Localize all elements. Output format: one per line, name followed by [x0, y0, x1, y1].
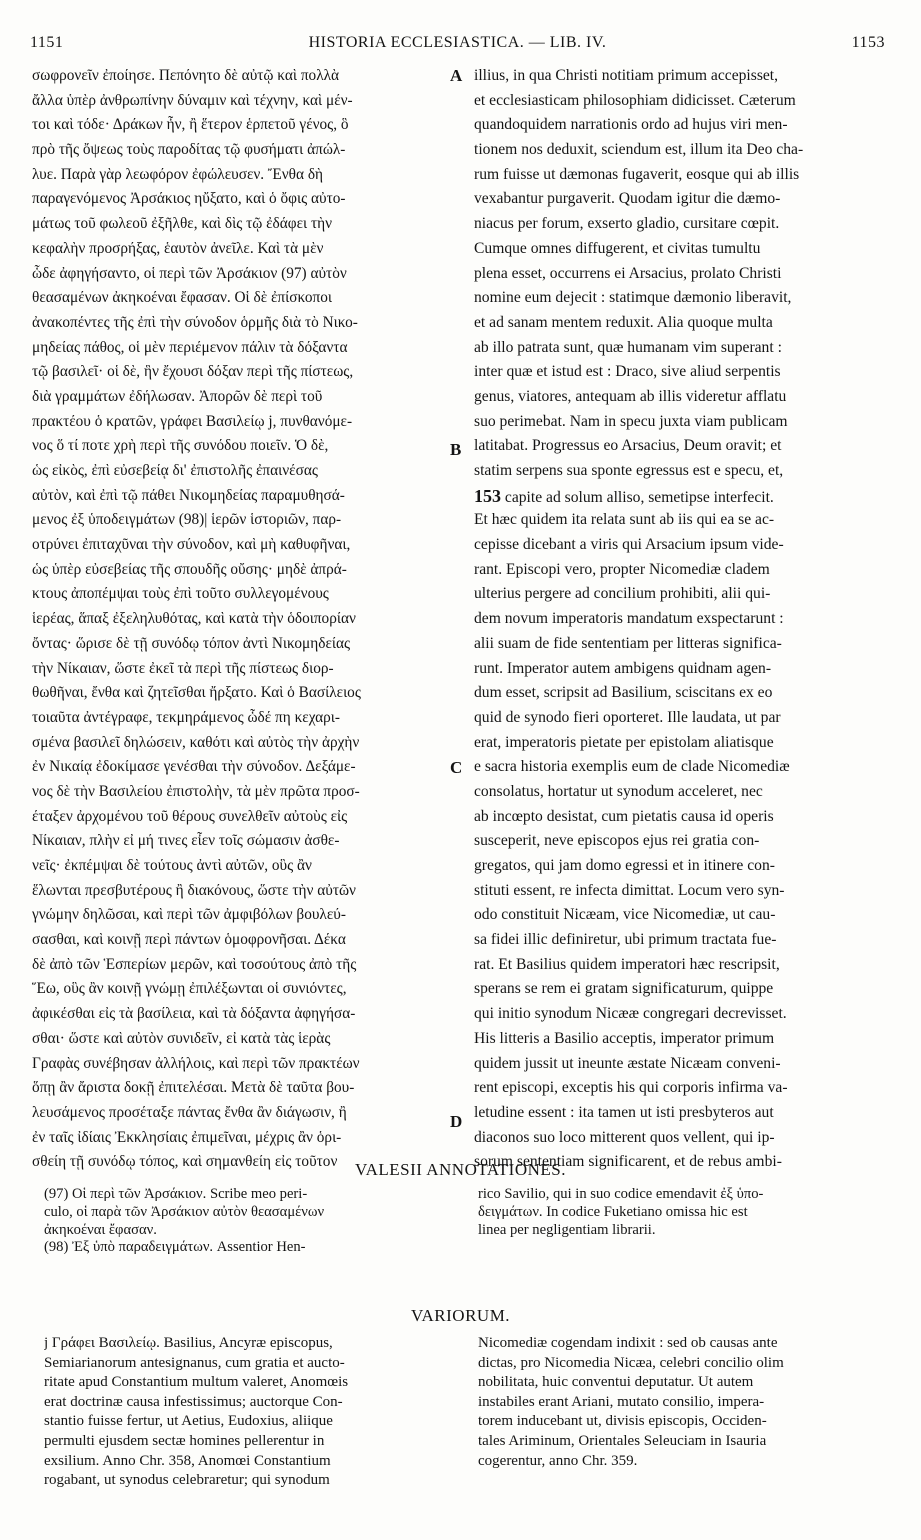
variorum-note-line: ritate apud Constantium multum valeret, Anomœis — [44, 1374, 349, 1391]
margin-marker-d: D — [450, 1112, 463, 1131]
greek-text-line: κεφαλὴν προσρήξας, ἑαυτὸν ἀνεῖλε. Καὶ τὰ μὲν — [32, 239, 324, 257]
valesii-note-line: (98) Ἐξ ὑπὸ παραδειγμάτων. Assentior Hen- — [44, 1239, 306, 1256]
latin-text-line: susceperit, neve episcopos ejus rei gratia con- — [474, 832, 760, 850]
greek-text-line: νος δὲ τὴν Βασιλείου ἐπιστολὴν, τὰ μὲν πρῶτα προσ- — [32, 782, 360, 800]
latin-text-line: consolatus, hortatur ut synodum acceleret, nec — [474, 782, 763, 800]
latin-text-line: ulterius pergere ad concilium prohibiti, alii qui- — [474, 585, 771, 603]
variorum-note-line: exsilium. Anno Chr. 358, Anomœi Constantium — [44, 1452, 331, 1469]
variorum-note-line: rogabant, ut synodus celebraretur; qui synodum — [44, 1472, 330, 1489]
greek-text-line: ἐν ταῖς ἰδίαις Ἐκκλησίαις ἐπιμεῖναι, μέχρις ἂν ὁρι- — [32, 1128, 342, 1146]
latin-text-line: letudine essent : ita tamen ut isti presbyteros aut — [474, 1103, 774, 1121]
latin-text-line: ab illo patrata sunt, quæ humanam vim superant : — [474, 338, 782, 356]
greek-text-line: έταξεν ἀρχομένου τοῦ θέρους συνελθεῖν αὐτοὺς εἰς — [32, 807, 348, 825]
greek-text-line: σωφρονεῖν ἐποίησε. Πεπόνητο δὲ αὐτῷ καὶ πολλὰ — [32, 67, 340, 84]
latin-text-line: statim serpens sua sponte egressus est e specu, et, — [474, 462, 784, 479]
latin-text-line: quandoquidem narrationis ordo ad hujus viri men- — [474, 116, 788, 134]
variorum-title: VARIORUM. — [410, 1306, 511, 1325]
variorum-note-line: dictas, pro Nicomedia Nicæa, celebri concilio olim — [478, 1354, 784, 1371]
latin-text-line: quid de synodo fieri oporteret. Ille laudata, ut par — [474, 708, 781, 726]
latin-text-line: dem novum imperatoris mandatum exspectarunt : — [474, 610, 784, 628]
margin-marker-a: A — [450, 66, 463, 85]
latin-text-line: Et hæc quidem ita relata sunt ab iis qui ea se ac- — [474, 511, 775, 529]
greek-text-line: σθαι· ὥστε καὶ αὐτὸν συνιδεῖν, εἰ κατὰ τὰς ἱερὰς — [32, 1029, 331, 1047]
variorum-note-line: nobilitata, huic conventui deputatur. Ut autem — [478, 1374, 754, 1391]
latin-text-line: Cumque omnes diffugerent, et civitas tumultu — [474, 239, 761, 257]
variorum-note-line: torem inducebant ut, divisis episcopis, Occiden- — [478, 1413, 767, 1430]
latin-text-column — [474, 64, 886, 1175]
latin-text-line: illius, in qua Christi notitiam primum accepisset, — [474, 67, 779, 84]
latin-text-line: stituti essent, re infecta dimittat. Locum vero syn- — [474, 881, 785, 899]
valesii-note-line: (97) Οἱ περὶ τῶν Ἀρσάκιον. Scribe meo peri- — [44, 1186, 308, 1202]
greek-text-line: νος ὅ τί ποτε χρὴ περὶ τῆς συνόδου ποιεῖν. Ὁ δὲ, — [32, 437, 329, 455]
valesii-notes-left — [44, 1186, 454, 1257]
latin-text-line: ab incœpto desistat, cum pietatis causa id operis — [474, 807, 774, 825]
greek-text-column — [32, 64, 447, 1175]
latin-text-line: sa fidei illic definiretur, ubi primum tractata fue- — [474, 931, 777, 949]
latin-text-line: rat. Et Basilius quidem imperatori hæc rescripsit, — [474, 955, 780, 973]
latin-text-line: et ecclesiasticam philosophiam didicisset. Cæterum — [474, 91, 796, 109]
variorum-note-line: stantio fuisse fertur, ut Aetius, Eudoxius, aliique — [44, 1413, 333, 1430]
latin-text-line: rant. Episcopi vero, propter Nicomediæ cladem — [474, 560, 770, 578]
greek-text-line: σμένα βασιλεῖ δηλώσειν, καθότι καὶ αὐτὸς τὴν ἀρχὴν — [32, 733, 360, 751]
greek-text-line: διὰ γραμμάτων ἐδήλωσαν. Ἀπορῶν δὲ περὶ τοῦ — [32, 387, 323, 405]
greek-text-line: σασθαι, καὶ κοινῇ περὶ πάντων ὁμοφρονῆσαι. Δέκα — [32, 931, 346, 949]
variorum-note-line: j Γράφει Βασιλείῳ. Basilius, Ancyræ episcopus, — [44, 1335, 333, 1351]
latin-text-line: diaconos suo loco mitterent quos vellent, qui ip- — [474, 1128, 775, 1146]
variorum-note-line: instabiles erant Ariani, mutato consilio, impera- — [478, 1393, 765, 1410]
latin-text-line: tionem nos deduxit, sciendum est, illum ita Deo cha- — [474, 141, 804, 159]
variorum-notes-left — [44, 1334, 454, 1491]
variorum-note-line: Semiarianorum antesignanus, cum gratia et aucto- — [44, 1354, 345, 1371]
variorum-note-line: permulti ejusdem sectæ homines pellerentur in — [44, 1432, 325, 1449]
greek-text-line: ὄντας· ὥρισε δὲ τῇ συνόδῳ τόπον ἀντὶ Νικομηδείας — [32, 634, 351, 652]
latin-text-line — [474, 484, 886, 509]
latin-text-line: genus, viatores, antequam ab illis videretur afflatu — [474, 387, 787, 405]
greek-text-line: μάτως τοῦ φωλεοῦ ἐξῆλθε, καὶ δὶς τῷ ἐδάφει τὴν — [32, 215, 333, 233]
greek-text-line: θεασαμένων ἀκηκοέναι ἔφασαν. Οἱ δὲ ἐπίσκοποι — [32, 289, 332, 307]
latin-text-line: cepisse dicebant a viris qui Arsacium ipsum vide- — [474, 536, 784, 554]
latin-text-line: rum fuisse ut dæmonas fugaverit, eosque qui ab illis — [474, 165, 800, 183]
greek-text-line: οτρύνει ἐπιταχῦναι τὴν σύνοδον, καὶ μὴ καθυφῆναι, — [32, 536, 351, 554]
valesii-note-line: δειγμάτων. In codice Fuketiano omissa hic est — [478, 1203, 748, 1220]
valesii-note-line: culo, οἱ παρὰ τῶν Ἀρσάκιον αὐτὸν θεασαμένων — [44, 1203, 325, 1220]
greek-text-line: μενος ἐξ ὑποδειγμάτων (98)| ἱερῶν ἱστοριῶν, παρ- — [32, 511, 342, 529]
greek-text-line: Νίκαιαν, πλὴν εἰ μή τινες εἶεν τοῖς σώμασιν ἀσθε- — [32, 832, 340, 850]
greek-text-line: νεῖς· ἐκπέμψαι δὲ τούτους ἀντὶ αὐτῶν, οὓς ἂν — [32, 857, 312, 874]
latin-text-line: latitabat. Progressus eo Arsacius, Deum oravit; et — [474, 437, 782, 455]
greek-text-line: σθείη τῇ συνόδῳ τόπος, καὶ σημανθείη εἰς τοῦτον — [32, 1153, 338, 1171]
latin-text-line: suo perimebat. Nam in specu juxta viam publicam — [474, 412, 788, 430]
greek-text-line: ὅπῃ ἂν ἄριστα δοκῇ ἐπιτελέσαι. Μετὰ δὲ ταῦτα βου- — [32, 1079, 355, 1097]
running-title: HISTORIA ECCLESIASTICA. — LIB. IV. — [308, 34, 607, 51]
latin-text-line: qui initio synodum Nicææ congregari decrevisset. — [474, 1005, 787, 1023]
greek-text-line: Ἕω, οὓς ἂν κοινῇ γνώμῃ ἐπιλέξωνται οἱ συνιόντες, — [32, 980, 347, 998]
greek-text-line: πρακτέου ὁ κρατῶν, γράφει Βασιλείῳ j, πυνθανόμε- — [32, 412, 353, 430]
variorum-note-line: cogerentur, anno Chr. 359. — [478, 1452, 638, 1469]
greek-text-line: λυε. Παρὰ γὰρ λεωφόρον ἐφώλευσεν. Ἔνθα δὴ — [32, 165, 324, 183]
latin-text-line: odo constituit Nicæam, vice Nicomediæ, ut cau- — [474, 906, 776, 924]
column-number: 153 — [474, 485, 501, 506]
greek-text-line: παραγενόμενος Ἀρσάκιος ηὔξατο, καὶ ὁ ὄφις αὐτο- — [32, 190, 346, 208]
greek-text-line: θωθῆναι, ἔνθα καὶ ζητεῖσθαι ἤρξατο. Καὶ ὁ Βασίλειος — [32, 684, 361, 702]
greek-text-line: ὧδε ἀφηγήσαντο, οἱ περὶ τῶν Ἀρσάκιον (97) αὐτὸν — [32, 264, 347, 282]
latin-text-line: e sacra historia exemplis eum de clade Nicomediæ — [474, 758, 790, 776]
latin-text-line: inter quæ et istud est : Draco, sive aliud serpentis — [474, 363, 781, 381]
greek-text-line: ἀνακοπέντες τῆς ἐπὶ τὴν σύνοδον ὁρμῆς διὰ τὸ Νικο- — [32, 313, 358, 331]
greek-text-line: ἕλωνται πρεσβυτέρους ἢ διακόνους, ὥστε τὴν αὐτῶν — [32, 881, 356, 899]
latin-text-line: runt. Imperator autem ambigens quidnam agen- — [474, 659, 772, 677]
greek-text-line: τῷ βασιλεῖ· οἱ δὲ, ἣν ἔχουσι δόξαν περὶ τῆς πίστεως, — [32, 363, 354, 381]
latin-text-line: rent episcopi, exceptis his qui corporis infirma va- — [474, 1079, 788, 1097]
greek-text-line: αὐτὸν, καὶ ἐπὶ τῷ πάθει Νικομηδείας παραμυθησά- — [32, 486, 345, 504]
page-number-left: 1151 — [30, 34, 64, 51]
latin-text-line: quidem jussit ut ineunte æstate Nicæam conveni- — [474, 1054, 781, 1072]
greek-text-line: πρὸ τῆς ὄψεως τοὺς παροδίτας τῷ φυσήματι ἀπώλ- — [32, 141, 346, 159]
variorum-note-line: tales Ariminum, Orientales Seleuciam in Isauria — [478, 1432, 767, 1449]
valesii-title: VALESII ANNOTATIONES. — [355, 1160, 566, 1179]
valesii-note-line: ἀκηκοέναι ἔφασαν. — [44, 1221, 157, 1238]
greek-text-line: δὲ ἀπὸ τῶν Ἑσπερίων μερῶν, καὶ τοσούτους ἀπὸ τῆς — [32, 955, 357, 973]
greek-text-line: ἐν Νικαίᾳ ἐδοκίμασε γενέσθαι τὴν σύνοδον. Δεξάμε- — [32, 758, 356, 776]
latin-text-line: sperans se rem ei gratam significaturum, quippe — [474, 980, 774, 998]
page-number-right: 1153 — [851, 34, 885, 51]
valesii-note-line: rico Savilio, qui in suo codice emendavit ἐξ ὑπο- — [478, 1186, 764, 1202]
valesii-notes-right — [478, 1186, 888, 1239]
valesii-note-line: linea per negligentiam librarii. — [478, 1221, 656, 1238]
greek-text-line: τοι καὶ τόδε· Δράκων ἦν, ἢ ἕτερον ἑρπετοῦ γένος, ὃ — [32, 116, 349, 134]
running-header — [30, 34, 885, 56]
latin-text-line: His litteris a Basilio acceptis, imperator primum — [474, 1029, 775, 1047]
latin-text-line: niacus per forum, exserto gladio, cursitare cœpit. — [474, 215, 780, 233]
margin-marker-c: C — [450, 758, 463, 777]
latin-text-line: alii suam de fide sententiam per litteras significa- — [474, 634, 782, 652]
latin-text-line: et ad sanam mentem reduxit. Alia quoque multa — [474, 313, 773, 331]
greek-text-line: τὴν Νίκαιαν, ὥστε ἐκεῖ τὰ περὶ τῆς πίστεως διορ- — [32, 659, 334, 677]
greek-text-line: λευσάμενος προσέταξε πάντας ἔνθα ἂν διάγωσιν, ἢ — [32, 1103, 347, 1121]
greek-text-line: κτους ἀποπέμψαι τοὺς ἐπὶ τοῦτο συλλεγομένους — [32, 585, 329, 603]
latin-text-line: sorum sententiam significarent, et de rebus ambi- — [474, 1153, 782, 1171]
latin-text-line: erat, imperatoris pietate per epistolam aliatisque — [474, 733, 774, 751]
greek-text-line: Γραφὰς συνέβησαν ἀλλήλοις, καὶ περὶ τῶν πρακτέων — [32, 1054, 360, 1072]
latin-text-line: plena esset, occurrens ei Arsacius, prolato Christi — [474, 264, 782, 282]
greek-text-line: τοιαῦτα ἀντέγραφε, τεκμηράμενος ὧδέ πη κεχαρι- — [32, 708, 341, 726]
variorum-note-line: Nicomediæ cogendam indixit : sed ob causas ante — [478, 1335, 778, 1351]
greek-text-line: ἱερέας, ἅπαξ ἐξεληλυθότας, καὶ κατὰ τὴν ὁδοιπορίαν — [32, 610, 356, 628]
greek-text-line: γνώμην δηλῶσαι, καὶ περὶ τῶν ἀμφιβόλων βουλεύ- — [32, 906, 346, 924]
greek-text-line: μηδείας πάθος, οἱ μὲν περιέμενον πάλιν τὰ δόξαντα — [32, 338, 348, 356]
greek-text-line: ὡς εἰκὸς, ἐπὶ εὐσεβείᾳ δι' ἐπιστολῆς ἐπαινέσας — [32, 462, 318, 479]
margin-marker-b: B — [450, 440, 462, 459]
latin-text-line: gregatos, qui jam domo egressi et in itinere con- — [474, 857, 775, 874]
greek-text-line: ἄλλα ὑπὲρ ἀνθρωπίνην δύναμιν καὶ τέχνην, καὶ μέν- — [32, 91, 353, 109]
latin-text-line: nomine eum dejecit : statimque dæmonio liberavit, — [474, 289, 792, 307]
latin-text-line: dum esset, scripsit ad Basilium, sciscitans ex eo — [474, 684, 773, 702]
greek-text-line: ὡς ὑπὲρ εὐσεβείας τῆς σπουδῆς οὔσης· μηδὲ ἀπρά- — [32, 560, 347, 578]
latin-text-line: vexabantur purgaverit. Quodam igitur die dæmo- — [474, 190, 781, 208]
variorum-note-line: erat doctrinæ causa infestissimus; auctorque Con- — [44, 1393, 343, 1410]
latin-text-segment: capite ad solum alliso, semetipse interfecit. — [501, 488, 774, 506]
greek-text-line: ἀφικέσθαι εἰς τὰ βασίλεια, καὶ τὰ δόξαντα ἀφηγήσα- — [32, 1005, 356, 1023]
variorum-notes-right — [478, 1334, 888, 1471]
